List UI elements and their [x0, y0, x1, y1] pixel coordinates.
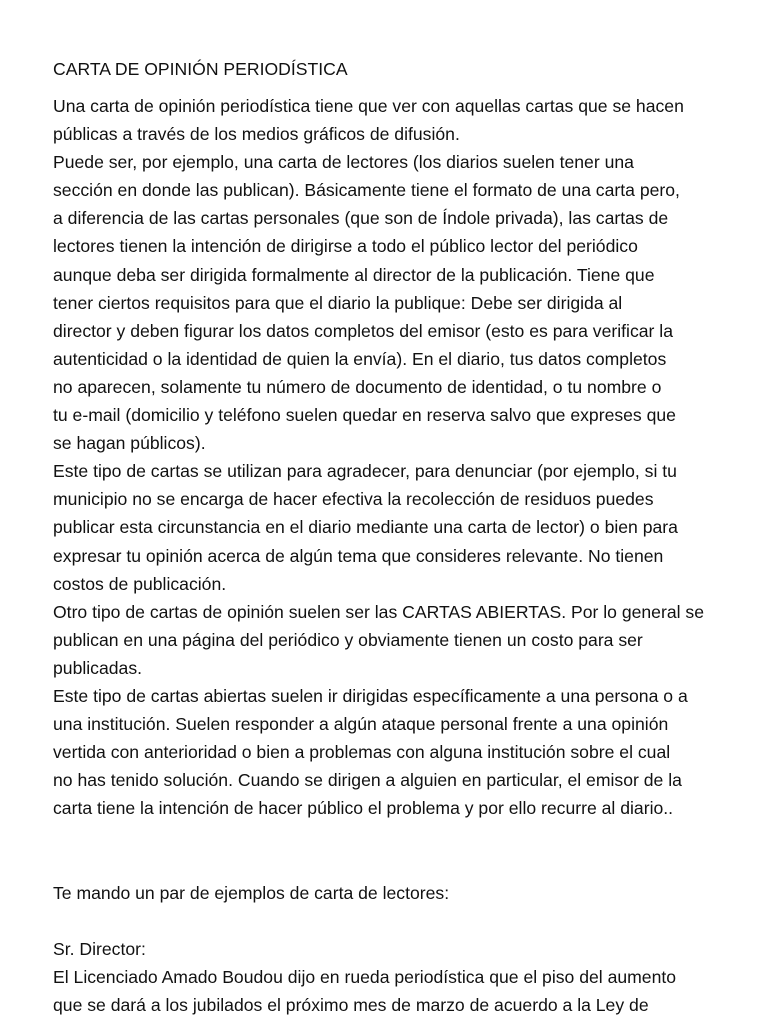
body-line: Una carta de opinión periodística tiene que ver con aquellas cartas que se hacen	[53, 96, 684, 116]
examples-intro: Te mando un par de ejemplos de carta de lectores:	[53, 882, 450, 903]
body-line: públicas a través de los medios gráficos de difusión.	[53, 124, 460, 145]
body-line: una institución. Suelen responder a algún ataque personal frente a una opinión	[53, 714, 669, 735]
body-line: Puede ser, por ejemplo, una carta de lectores (los diarios suelen tener una	[53, 152, 634, 173]
body-line: publican en una página del periódico y obviamente tienen un costo para ser	[53, 629, 643, 650]
body-line: Otro tipo de cartas de opinión suelen ser las CARTAS ABIERTAS. Por lo general se	[53, 601, 704, 622]
body-line: no aparecen, solamente tu número de documento de identidad, o tu nombre o	[53, 376, 662, 397]
body-line: tener ciertos requisitos para que el diario la publique: Debe ser dirigida al	[53, 292, 623, 313]
body-line: sección en donde las publican). Básicamente tiene el formato de una carta pero,	[53, 180, 680, 201]
body-line: carta tiene la intención de hacer público el problema y por ello recurre al diario..	[53, 798, 674, 819]
body-line: publicadas.	[53, 657, 143, 678]
body-line: Este tipo de cartas se utilizan para agradecer, para denunciar (por ejemplo, si tu	[53, 461, 677, 482]
body-line: tu e-mail (domicilio y teléfono suelen quedar en reserva salvo que expreses que	[53, 405, 676, 426]
example-line: El Licenciado Amado Boudou dijo en rueda periodística que el piso del aumento	[53, 966, 677, 987]
body-line: director y deben figurar los datos completos del emisor (esto es para verificar la	[53, 320, 673, 341]
body-line: municipio no se encarga de hacer efectiva la recolección de residuos puedes	[53, 489, 654, 510]
body-line: se hagan públicos).	[53, 433, 206, 454]
body-line: expresar tu opinión acerca de algún tema que consideres relevante. No tienen	[53, 545, 664, 566]
body-line: lectores tienen la intención de dirigirse a todo el público lector del periódico	[53, 236, 638, 257]
spacer	[53, 907, 733, 935]
body-line: autenticidad o la identidad de quien la envía). En el diario, tus datos completos	[53, 348, 667, 369]
body-paragraphs	[53, 92, 733, 822]
spacer	[53, 851, 733, 879]
body-line: no has tenido solución. Cuando se dirigen a alguien en particular, el emisor de la	[53, 770, 682, 791]
body-line: costos de publicación.	[53, 573, 227, 594]
document-title: CARTA DE OPINIÓN PERIODÍSTICA	[53, 59, 348, 79]
salutation: Sr. Director:	[53, 938, 146, 959]
spacer	[53, 83, 733, 92]
body-line: a diferencia de las cartas personales (que son de Índole privada), las cartas de	[53, 208, 669, 229]
document-page	[53, 55, 733, 1019]
body-line: publicar esta circunstancia en el diario mediante una carta de lector) o bien para	[53, 517, 678, 538]
spacer	[53, 822, 733, 850]
body-line: aunque deba ser dirigida formalmente al director de la publicación. Tiene que	[53, 264, 655, 285]
body-line: Este tipo de cartas abiertas suelen ir dirigidas específicamente a una persona o a	[53, 685, 688, 706]
example-line: que se dará a los jubilados el próximo mes de marzo de acuerdo a la Ley de	[53, 995, 649, 1015]
body-line: vertida con anterioridad o bien a problemas con alguna institución sobre el cual	[53, 742, 671, 763]
